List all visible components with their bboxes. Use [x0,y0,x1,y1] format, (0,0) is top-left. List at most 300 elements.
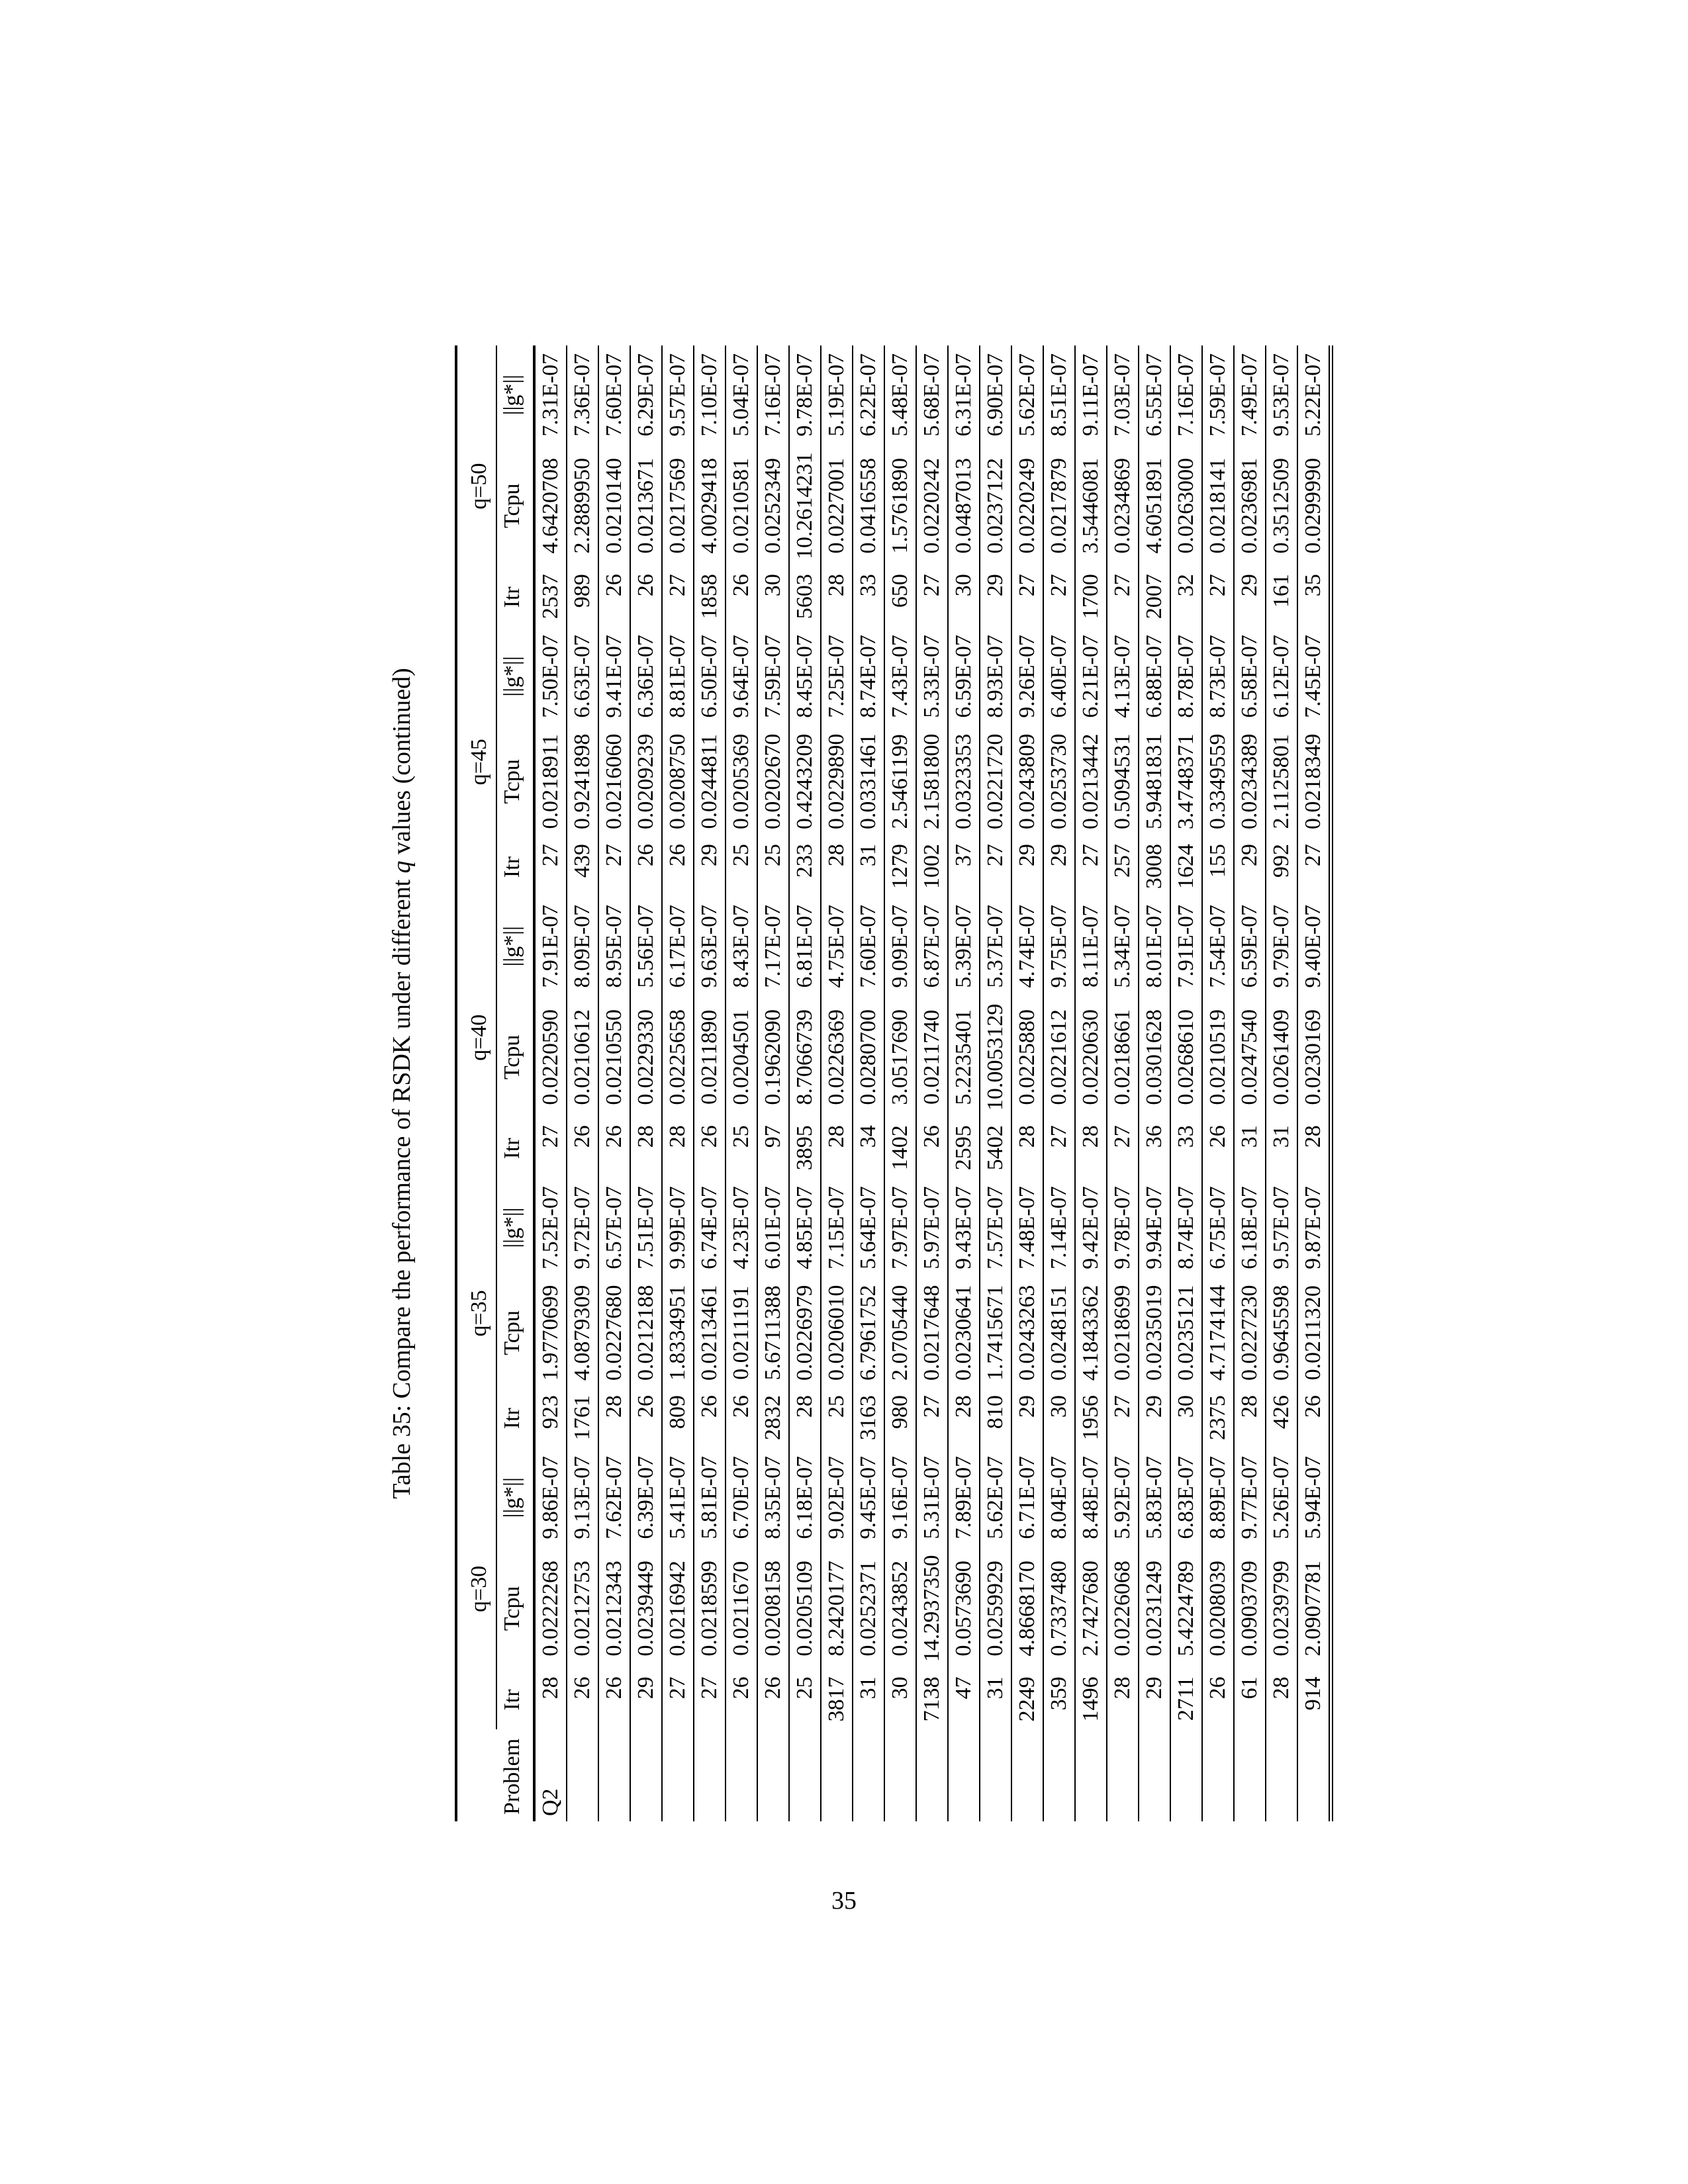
cell-q30-itr: 26 [1205,1676,1230,1700]
cell-q40-gnorm: 9.09E-07 [888,904,912,988]
cell-q45-gnorm: 4.13E-07 [1110,635,1135,718]
cell-q35-itr: 26 [1301,1395,1325,1418]
cell-q45-tcpu: 2.5461199 [888,734,912,829]
cell-q40-tcpu: 0.0226369 [824,1009,849,1105]
cell-q30-itr: 1496 [1078,1676,1103,1722]
cell-q30-itr: 27 [697,1676,722,1700]
cell-problem [1170,1729,1202,1821]
cell-q40-tcpu: 0.0280700 [856,1009,880,1105]
cell-q50-itr: 27 [1110,574,1135,597]
cell-q35-itr: 26 [729,1395,753,1418]
cell-q50-itr: 26 [633,574,658,597]
cell-q30-itr: 26 [602,1676,626,1700]
cell-q45-itr: 27 [1301,844,1325,867]
cell-q50-gnorm: 7.59E-07 [1205,353,1230,437]
cell-q45-tcpu: 0.0209239 [633,733,658,830]
cell-q35-itr: 27 [1110,1395,1135,1418]
cell-q30-tcpu: 0.0212753 [570,1561,594,1657]
cell-q40-gnorm: 8.43E-07 [729,904,753,988]
cell-q50-tcpu: 0.3512509 [1269,458,1293,554]
caption-prefix: Table 35: Compare the performance of RSDK under different [388,873,416,1499]
table-row [916,345,948,1821]
cell-q30-tcpu: 0.0231249 [1142,1561,1166,1657]
cell-q45-itr: 27 [538,844,563,867]
cell-q50-tcpu: 0.0217569 [665,458,690,554]
cell-q50-tcpu: 0.0416558 [856,458,880,554]
cell-q40-tcpu: 0.0210519 [1205,1009,1230,1105]
cell-q50-gnorm: 9.78E-07 [792,353,817,437]
cell-q40-itr: 28 [665,1125,690,1148]
cell-q35-itr: 980 [888,1395,912,1430]
cell-q35-tcpu: 0.0248151 [1047,1285,1071,1381]
cell-q30-itr: 28 [538,1676,563,1700]
table-row [726,345,757,1821]
cell-q35-gnorm: 9.42E-07 [1078,1186,1103,1269]
cell-q30-gnorm: 8.35E-07 [761,1456,785,1539]
cell-q35-tcpu: 4.0879309 [570,1285,594,1381]
cell-q45-gnorm: 8.93E-07 [983,635,1008,718]
cell-q45-tcpu: 0.0331461 [856,733,880,830]
table-row [884,345,916,1821]
cell-problem: Q2 [538,1788,563,1816]
cell-q40-gnorm: 7.17E-07 [761,904,785,988]
cell-q40-itr: 26 [570,1125,594,1148]
cell-q35-tcpu: 4.1843362 [1078,1285,1103,1381]
cell-q35-gnorm: 7.48E-07 [1015,1186,1039,1269]
cell-q40-itr: 26 [602,1125,626,1148]
cell-q30-gnorm: 9.16E-07 [888,1456,912,1539]
cell-q35-tcpu: 1.7415671 [983,1285,1008,1381]
cell-q30-gnorm: 6.83E-07 [1174,1456,1198,1539]
cell-q45-itr: 439 [570,844,594,878]
cell-q45-gnorm: 7.25E-07 [824,635,849,718]
cell-q30-itr: 47 [951,1676,976,1700]
cell-q50-gnorm: 6.31E-07 [951,353,976,437]
caption-variable: q [388,860,416,874]
cell-q30-itr: 61 [1237,1676,1262,1700]
cell-q50-tcpu: 0.0234869 [1110,458,1135,554]
cell-q40-tcpu: 0.0221612 [1047,1009,1071,1105]
cell-q30-gnorm: 8.48E-07 [1078,1456,1103,1539]
cell-q45-gnorm: 5.33E-07 [919,635,944,718]
cell-q50-tcpu: 0.0236981 [1237,458,1262,554]
cell-q35-gnorm: 4.85E-07 [792,1186,817,1269]
cell-q35-tcpu: 0.0212188 [633,1285,658,1381]
cell-q45-tcpu: 0.4243209 [792,733,817,830]
cell-q35-tcpu: 1.8334951 [665,1285,690,1381]
group-header-q40: q=40 [456,897,496,1178]
cell-q50-tcpu: 0.0218141 [1205,458,1230,554]
cell-problem [1297,1729,1331,1821]
cell-q40-gnorm: 5.37E-07 [983,904,1008,988]
cell-problem [884,1729,916,1821]
cell-q50-gnorm: 5.68E-07 [919,353,944,437]
cell-q45-itr: 26 [633,844,658,867]
cell-q40-itr: 26 [697,1125,722,1148]
cell-q50-itr: 27 [919,574,944,597]
caption-suffix: values (continued) [388,668,416,861]
cell-q35-gnorm: 5.64E-07 [856,1186,880,1269]
cell-q30-gnorm: 9.86E-07 [538,1456,563,1539]
table-row [980,345,1011,1821]
cell-q30-tcpu: 2.7427680 [1078,1561,1103,1657]
cell-q45-itr: 26 [665,844,690,867]
header-q50-gnorm: ||g*|| [500,375,524,416]
cell-q35-itr: 810 [983,1395,1008,1430]
cell-q30-gnorm: 5.81E-07 [697,1456,722,1539]
cell-q45-itr: 1624 [1174,844,1198,889]
cell-q50-itr: 1858 [697,574,722,619]
cell-q45-itr: 27 [602,844,626,867]
header-q40-itr: Itr [500,1138,524,1160]
cell-q40-gnorm: 7.54E-07 [1205,904,1230,988]
cell-q50-gnorm: 7.31E-07 [538,353,563,437]
cell-q50-gnorm: 9.11E-07 [1078,353,1103,436]
cell-q45-itr: 29 [1237,844,1262,867]
cell-q45-itr: 29 [1015,844,1039,867]
header-q50-tcpu: Tcpu [500,483,524,529]
cell-q50-itr: 35 [1301,574,1325,597]
cell-q45-itr: 233 [792,844,817,878]
cell-q50-itr: 29 [1237,574,1262,597]
cell-q45-gnorm: 8.81E-07 [665,635,690,718]
cell-q50-tcpu: 0.0263000 [1174,458,1198,554]
cell-q35-gnorm: 6.57E-07 [602,1186,626,1269]
cell-q40-tcpu: 0.0225880 [1015,1009,1039,1105]
cell-q45-itr: 27 [1078,844,1103,867]
cell-q30-gnorm: 6.71E-07 [1015,1456,1039,1539]
cell-q45-gnorm: 6.63E-07 [570,635,594,718]
cell-q50-tcpu: 10.2614231 [792,452,817,560]
cell-q45-tcpu: 0.0208750 [665,733,690,830]
cell-q30-itr: 26 [729,1676,753,1700]
cell-q30-gnorm: 6.70E-07 [729,1456,753,1539]
cell-q40-tcpu: 0.1962090 [761,1009,785,1105]
cell-problem [1043,1729,1075,1821]
cell-q40-itr: 36 [1142,1125,1166,1148]
cell-q35-gnorm: 9.78E-07 [1110,1186,1135,1269]
cell-q35-tcpu: 0.0218699 [1110,1285,1135,1381]
cell-q40-itr: 28 [1015,1125,1039,1148]
cell-q45-gnorm: 7.45E-07 [1301,635,1325,718]
header-q40-gnorm: ||g*|| [500,926,524,967]
table-row [1107,345,1139,1821]
cell-q45-gnorm: 9.41E-07 [602,635,626,718]
header-spacer [456,1729,496,1821]
cell-q50-gnorm: 5.22E-07 [1301,353,1325,437]
cell-q50-itr: 27 [665,574,690,597]
page-number: 35 [831,1887,857,1915]
header-q35-tcpu: Tcpu [500,1310,524,1355]
cell-q30-tcpu: 0.0218599 [697,1561,722,1657]
cell-q45-gnorm: 8.78E-07 [1174,635,1198,718]
cell-q50-itr: 2537 [538,574,563,619]
cell-problem [980,1729,1011,1821]
cell-q30-gnorm: 9.45E-07 [856,1456,880,1539]
cell-q50-gnorm: 7.10E-07 [697,353,722,437]
cell-q45-gnorm: 6.36E-07 [633,635,658,718]
cell-q45-gnorm: 7.43E-07 [888,635,912,718]
cell-q45-tcpu: 0.0234389 [1237,733,1262,830]
cell-q30-gnorm: 9.13E-07 [570,1456,594,1539]
table-row [789,345,821,1821]
cell-q50-gnorm: 9.53E-07 [1269,353,1293,437]
cell-q40-itr: 27 [1110,1125,1135,1148]
cell-q50-tcpu: 0.0210581 [729,458,753,554]
cell-q35-tcpu: 0.0211191 [729,1285,753,1380]
cell-q30-tcpu: 0.0903709 [1237,1561,1262,1657]
cell-q40-gnorm: 7.91E-07 [538,904,563,988]
cell-q40-tcpu: 0.0230169 [1301,1009,1325,1105]
table-row [1202,345,1234,1821]
cell-q40-gnorm: 8.01E-07 [1142,904,1166,988]
cell-q35-itr: 1761 [570,1395,594,1441]
cell-q40-tcpu: 0.0229330 [633,1009,658,1105]
cell-q35-itr: 28 [1237,1395,1262,1418]
cell-q45-tcpu: 0.0229890 [824,733,849,830]
cell-problem [567,1729,598,1821]
cell-problem [630,1729,662,1821]
cell-q45-tcpu: 5.9481831 [1142,733,1166,830]
cell-q30-tcpu: 0.0252371 [856,1561,880,1657]
cell-q40-gnorm: 7.91E-07 [1174,904,1198,988]
cell-q40-tcpu: 0.0301628 [1142,1009,1166,1105]
cell-q30-tcpu: 0.0205109 [792,1561,817,1657]
group-header-q35: q=35 [456,1178,496,1448]
cell-q50-tcpu: 0.0237122 [983,458,1008,554]
table-row [598,345,630,1821]
cell-q35-itr: 28 [951,1395,976,1418]
cell-problem [726,1729,757,1821]
cell-problem [853,1729,884,1821]
cell-q45-gnorm: 7.50E-07 [538,635,563,718]
cell-q30-tcpu: 0.0239449 [633,1561,658,1657]
table-row [1075,345,1107,1821]
cell-q30-gnorm: 5.26E-07 [1269,1456,1293,1539]
cell-problem [916,1729,948,1821]
header-q45-tcpu: Tcpu [500,759,524,804]
cell-q30-tcpu: 0.0211670 [729,1561,753,1656]
cell-q50-tcpu: 0.0487013 [951,458,976,554]
cell-q30-gnorm: 9.77E-07 [1237,1456,1262,1539]
cell-q45-tcpu: 0.0243809 [1015,733,1039,830]
cell-q35-tcpu: 0.0217648 [919,1285,944,1381]
cell-q40-tcpu: 0.0211740 [919,1009,944,1105]
cell-problem [598,1729,630,1821]
cell-q35-tcpu: 5.6711388 [761,1285,785,1381]
cell-q50-tcpu: 4.0029418 [697,458,722,554]
cell-q50-gnorm: 7.16E-07 [761,353,785,437]
cell-q50-itr: 27 [1015,574,1039,597]
cell-q35-tcpu: 0.0227230 [1237,1285,1262,1381]
cell-q50-tcpu: 0.0252349 [761,458,785,554]
cell-problem [789,1729,821,1821]
cell-q35-itr: 27 [919,1395,944,1418]
cell-q50-tcpu: 2.2889950 [570,458,594,554]
cell-q50-tcpu: 0.0227001 [824,458,849,554]
cell-q45-tcpu: 0.0213442 [1078,733,1103,830]
cell-q30-tcpu: 0.0208039 [1205,1561,1230,1657]
cell-q30-gnorm: 5.94E-07 [1301,1456,1325,1539]
cell-q45-itr: 27 [983,844,1008,867]
table-row [534,345,567,1821]
header-q30-gnorm: ||g*|| [500,1477,524,1518]
cell-q30-tcpu: 14.2937350 [919,1555,944,1662]
cell-q45-tcpu: 2.1581800 [919,733,944,830]
cell-q45-gnorm: 6.12E-07 [1269,635,1293,718]
table-row [1139,345,1170,1821]
cell-q35-gnorm: 4.23E-07 [729,1186,753,1269]
cell-q35-itr: 2375 [1205,1395,1230,1441]
cell-q50-itr: 1700 [1078,574,1103,619]
cell-q40-itr: 33 [1174,1125,1198,1148]
cell-q35-gnorm: 8.74E-07 [1174,1186,1198,1269]
cell-q45-tcpu: 0.0205369 [729,733,753,830]
cell-q45-gnorm: 8.74E-07 [856,635,880,718]
cell-q30-tcpu: 0.0208158 [761,1561,785,1657]
table-row [567,345,598,1821]
cell-q30-gnorm: 5.31E-07 [919,1456,944,1539]
cell-q50-tcpu: 0.0210140 [602,458,626,554]
cell-q35-gnorm: 9.94E-07 [1142,1186,1166,1269]
cell-q35-itr: 26 [633,1395,658,1418]
cell-q45-gnorm: 6.58E-07 [1237,635,1262,718]
cell-q35-tcpu: 0.0235121 [1174,1285,1198,1381]
cell-q40-itr: 26 [1205,1125,1230,1148]
cell-q50-gnorm: 8.51E-07 [1047,353,1071,437]
cell-q50-tcpu: 1.5761890 [888,458,912,554]
cell-q35-gnorm: 6.74E-07 [697,1186,722,1269]
cell-q30-itr: 2249 [1015,1676,1039,1722]
cell-q50-tcpu: 4.6420708 [538,458,563,554]
cell-problem [1202,1729,1234,1821]
table-row [1043,345,1075,1821]
cell-q40-gnorm: 5.56E-07 [633,904,658,988]
cell-q30-itr: 25 [792,1676,817,1700]
cell-q35-gnorm: 9.43E-07 [951,1186,976,1269]
cell-q50-gnorm: 5.62E-07 [1015,353,1039,437]
cell-q45-gnorm: 8.73E-07 [1205,635,1230,718]
cell-q45-tcpu: 0.0202670 [761,733,785,830]
cell-q45-itr: 1279 [888,844,912,889]
cell-q40-itr: 28 [824,1125,849,1148]
cell-q45-tcpu: 2.1125801 [1269,734,1293,829]
cell-q35-itr: 26 [697,1395,722,1418]
group-header-q30: q=30 [456,1448,496,1729]
cell-q50-itr: 27 [1047,574,1071,597]
cell-q30-itr: 28 [1269,1676,1293,1700]
cell-q30-itr: 30 [888,1676,912,1700]
cell-q35-tcpu: 0.0206010 [824,1285,849,1381]
cell-q45-gnorm: 9.64E-07 [729,635,753,718]
cell-q35-itr: 29 [1142,1395,1166,1418]
cell-q35-tcpu: 0.0211320 [1301,1285,1325,1381]
cell-q30-itr: 28 [1110,1676,1135,1700]
cell-q45-tcpu: 3.4748371 [1174,733,1198,830]
cell-q30-tcpu: 8.2420177 [824,1561,849,1657]
cell-q50-gnorm: 5.48E-07 [888,353,912,437]
cell-q30-itr: 7138 [919,1676,944,1722]
cell-q35-gnorm: 7.97E-07 [888,1186,912,1269]
table-row [630,345,662,1821]
header-q45-gnorm: ||g*|| [500,656,524,697]
cell-q45-itr: 1002 [919,844,944,889]
cell-q50-tcpu: 0.0299990 [1301,458,1325,554]
cell-q35-tcpu: 0.0230641 [951,1285,976,1381]
cell-q35-gnorm: 7.51E-07 [633,1186,658,1269]
cell-q30-itr: 2711 [1174,1676,1198,1721]
cell-q40-itr: 28 [1078,1125,1103,1148]
cell-q35-itr: 25 [824,1395,849,1418]
cell-q40-itr: 27 [1047,1125,1071,1148]
cell-q35-gnorm: 7.57E-07 [983,1186,1008,1269]
cell-q35-itr: 923 [538,1395,563,1430]
cell-q50-gnorm: 6.22E-07 [856,353,880,437]
cell-q50-itr: 650 [888,574,912,608]
cell-q35-itr: 3163 [856,1395,880,1441]
cell-q50-gnorm: 5.19E-07 [824,353,849,437]
cell-q50-tcpu: 0.0217879 [1047,458,1071,554]
cell-q45-tcpu: 0.0218911 [538,734,563,829]
cell-q45-tcpu: 0.0218349 [1301,733,1325,830]
group-header-q50: q=50 [456,345,496,627]
cell-q50-tcpu: 0.0220242 [919,458,944,554]
cell-q45-tcpu: 0.5094531 [1110,733,1135,830]
table-row [757,345,789,1821]
cell-q40-gnorm: 4.74E-07 [1015,904,1039,988]
cell-q30-itr: 914 [1301,1676,1325,1711]
cell-q40-itr: 3895 [792,1125,817,1171]
cell-q50-gnorm: 7.16E-07 [1174,353,1198,437]
cell-q50-gnorm: 6.29E-07 [633,353,658,437]
cell-q40-gnorm: 8.09E-07 [570,904,594,988]
table-caption [382,345,428,1821]
cell-q50-itr: 5603 [792,574,817,619]
cell-q50-tcpu: 4.6051891 [1142,458,1166,554]
cell-q40-gnorm: 8.95E-07 [602,904,626,988]
cell-q40-gnorm: 9.40E-07 [1301,904,1325,988]
cell-q35-gnorm: 6.75E-07 [1205,1186,1230,1269]
cell-q50-gnorm: 6.90E-07 [983,353,1008,437]
cell-q35-gnorm: 7.15E-07 [824,1186,849,1269]
cell-q50-itr: 28 [824,574,849,597]
cell-problem [1139,1729,1170,1821]
cell-q40-itr: 1402 [888,1125,912,1171]
cell-q40-itr: 31 [1269,1125,1293,1148]
cell-q40-tcpu: 3.0517690 [888,1009,912,1105]
cell-q45-tcpu: 0.0244811 [697,734,722,829]
cell-q45-gnorm: 6.40E-07 [1047,635,1071,718]
cell-q40-tcpu: 0.0218661 [1110,1009,1135,1105]
cell-q35-gnorm: 5.97E-07 [919,1186,944,1269]
cell-q45-tcpu: 0.0221720 [983,733,1008,830]
cell-q45-tcpu: 0.3349559 [1205,733,1230,830]
cell-q40-tcpu: 0.0268610 [1174,1009,1198,1105]
cell-q40-tcpu: 0.0210612 [570,1009,594,1105]
cell-q30-tcpu: 0.0216942 [665,1561,690,1657]
cell-q35-tcpu: 0.0227680 [602,1285,626,1381]
cell-q30-gnorm: 7.89E-07 [951,1456,976,1539]
table-row [1170,345,1202,1821]
cell-q35-tcpu: 4.7174144 [1205,1285,1230,1381]
cell-problem [1011,1729,1043,1821]
cell-q50-itr: 2007 [1142,574,1166,619]
cell-q30-tcpu: 0.0222268 [538,1561,563,1657]
cell-q30-tcpu: 0.0573690 [951,1561,976,1657]
group-header-row [456,345,496,1821]
cell-q40-gnorm: 9.79E-07 [1269,904,1293,988]
table-row [1266,345,1297,1821]
